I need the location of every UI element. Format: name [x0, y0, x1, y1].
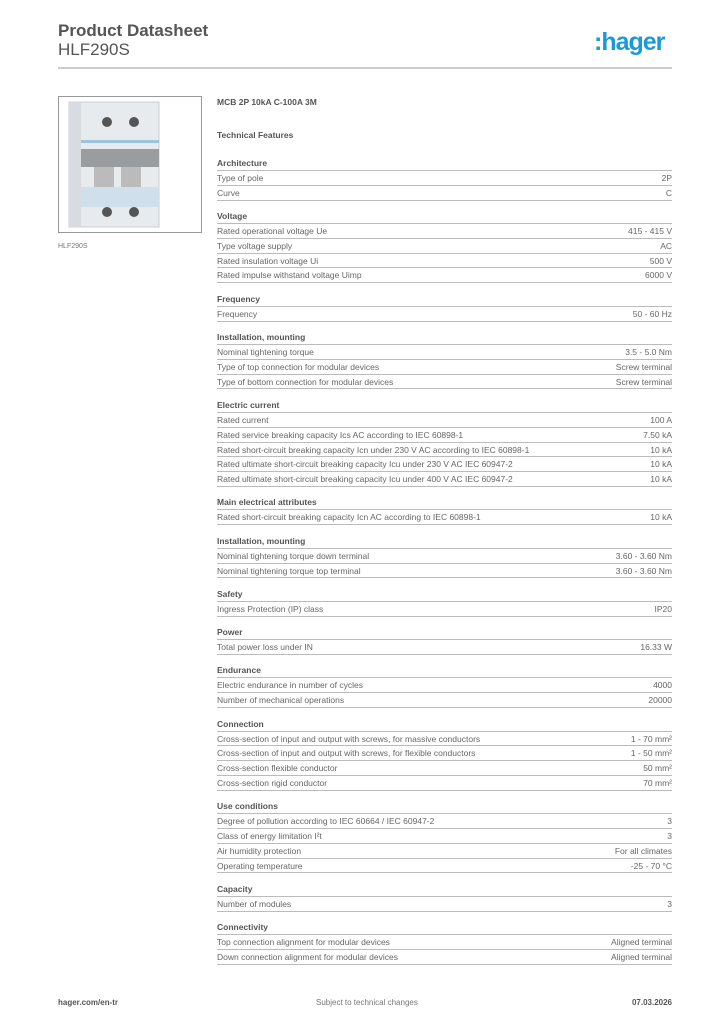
spec-label: Frequency	[217, 308, 258, 319]
spec-section	[217, 292, 672, 322]
spec-value: 3	[667, 898, 672, 909]
section-heading: Power	[217, 625, 672, 640]
page-title: Product Datasheet	[58, 21, 209, 40]
spec-section	[217, 330, 672, 389]
spec-row	[217, 457, 672, 472]
spec-section	[217, 717, 672, 791]
spec-label: Cross-section of input and output with screws, for massive conductors	[217, 733, 481, 744]
spec-row	[217, 776, 672, 791]
spec-label: Operating temperature	[217, 860, 303, 871]
spec-value: 3.5 - 5.0 Nm	[625, 347, 672, 358]
spec-row	[217, 564, 672, 579]
spec-label: Class of energy limitation I²t	[217, 831, 322, 842]
section-heading: Use conditions	[217, 799, 672, 814]
spec-row	[217, 678, 672, 693]
spec-value: 3.60 - 3.60 Nm	[615, 565, 672, 576]
section-heading: Connection	[217, 717, 672, 732]
spec-label: Nominal tightening torque top terminal	[217, 565, 361, 576]
spec-value: Screw terminal	[615, 376, 672, 387]
spec-row	[217, 186, 672, 201]
spec-label: Down connection alignment for modular devices	[217, 952, 398, 962]
spec-label: Type voltage supply	[217, 240, 293, 251]
spec-row	[217, 268, 672, 283]
spec-label: Air humidity protection	[217, 845, 302, 856]
spec-row	[217, 239, 672, 254]
spec-row	[217, 472, 672, 487]
spec-label: Rated ultimate short-circuit breaking capacity Icu under 400 V AC IEC 60947-2	[217, 474, 513, 485]
spec-row	[217, 428, 672, 443]
spec-label: Rated service breaking capacity Ics AC according to IEC 60898-1	[217, 429, 464, 440]
spec-label: Cross-section flexible conductor	[217, 763, 338, 774]
section-heading: Installation, mounting	[217, 534, 672, 549]
spec-row	[217, 602, 672, 617]
spec-label: Top connection alignment for modular devices	[217, 937, 390, 948]
spec-row	[217, 761, 672, 776]
spec-row	[217, 171, 672, 186]
spec-row	[217, 732, 672, 747]
spec-label: Degree of pollution according to IEC 60664 / IEC 60947-2	[217, 816, 435, 827]
section-heading: Connectivity	[217, 920, 672, 935]
spec-label: Rated current	[217, 414, 269, 425]
spec-value: 10 kA	[650, 512, 672, 523]
spec-row	[217, 254, 672, 269]
spec-section	[217, 663, 672, 708]
spec-value: C	[665, 187, 672, 198]
spec-section	[217, 209, 672, 283]
spec-value: 7.50 kA	[643, 429, 672, 440]
product-image	[58, 96, 202, 233]
spec-row	[217, 814, 672, 829]
spec-row	[217, 693, 672, 708]
spec-row	[217, 897, 672, 912]
spec-sections	[217, 156, 672, 965]
spec-value: 16.33 W	[640, 642, 672, 653]
spec-label: Electric endurance in number of cycles	[217, 680, 363, 691]
spec-label: Rated insulation voltage Ui	[217, 255, 319, 266]
spec-content	[217, 96, 672, 973]
spec-value: 70 mm²	[643, 777, 672, 788]
section-heading: Frequency	[217, 292, 672, 307]
section-heading: Endurance	[217, 663, 672, 678]
spec-section	[217, 534, 672, 579]
spec-value: 4000	[653, 680, 672, 691]
spec-label: Number of modules	[217, 898, 292, 909]
spec-label: Curve	[217, 187, 240, 198]
product-reference: HLF290S	[58, 40, 130, 59]
spec-row	[217, 443, 672, 458]
spec-row	[217, 640, 672, 655]
spec-row	[217, 935, 672, 950]
spec-value: 3	[667, 816, 672, 827]
spec-label: Cross-section rigid conductor	[217, 777, 328, 788]
spec-row	[217, 360, 672, 375]
spec-row	[217, 829, 672, 844]
spec-row	[217, 307, 672, 322]
spec-value: 10 kA	[650, 444, 672, 455]
technical-features-heading: Technical Features	[217, 130, 294, 140]
spec-value: IP20	[654, 603, 672, 614]
spec-value: Aligned terminal	[611, 952, 672, 962]
section-heading: Safety	[217, 587, 672, 602]
header-divider	[58, 67, 672, 69]
section-heading: Main electrical attributes	[217, 495, 672, 510]
spec-section	[217, 587, 672, 617]
spec-section	[217, 882, 672, 912]
spec-value: 1 - 70 mm²	[630, 733, 672, 744]
spec-label: Type of top connection for modular devices	[217, 361, 380, 372]
spec-row	[217, 859, 672, 874]
section-heading: Electric current	[217, 398, 672, 413]
section-heading: Architecture	[217, 156, 672, 171]
spec-section	[217, 398, 672, 487]
spec-section	[217, 799, 672, 873]
spec-value: 3.60 - 3.60 Nm	[615, 550, 672, 561]
image-caption: HLF290S	[58, 243, 88, 250]
spec-value: 100 A	[650, 414, 672, 425]
spec-row	[217, 746, 672, 761]
footer-date: 07.03.2026	[631, 998, 672, 1007]
spec-value: 3	[667, 831, 672, 842]
footer-website[interactable]: hager.com/en-tr	[58, 998, 119, 1007]
spec-value: 415 - 415 V	[628, 226, 672, 237]
spec-row	[217, 950, 672, 965]
section-heading: Capacity	[217, 882, 672, 897]
spec-value: For all climates	[614, 845, 672, 856]
spec-label: Nominal tightening torque	[217, 347, 314, 358]
spec-row	[217, 549, 672, 564]
spec-label: Rated ultimate short-circuit breaking capacity Icu under 230 V AC IEC 60947-2	[217, 459, 513, 470]
spec-label: Type of bottom connection for modular devices	[217, 376, 394, 387]
spec-section	[217, 495, 672, 525]
spec-label: Nominal tightening torque down terminal	[217, 550, 370, 561]
hager-logo: :hager	[594, 28, 665, 56]
spec-value: -25 - 70 °C	[630, 860, 672, 871]
spec-row	[217, 413, 672, 428]
spec-row	[217, 510, 672, 525]
spec-label: Rated short-circuit breaking capacity Icn under 230 V AC according to IEC 60898-1	[217, 444, 530, 455]
spec-label: Type of pole	[217, 173, 264, 183]
spec-value: 10 kA	[650, 459, 672, 470]
spec-value: 10 kA	[650, 474, 672, 485]
section-heading: Installation, mounting	[217, 330, 672, 345]
product-name: MCB 2P 10kA C-100A 3M	[217, 97, 317, 107]
spec-value: 50 - 60 Hz	[632, 308, 672, 319]
spec-row	[217, 375, 672, 390]
spec-value: 6000 V	[645, 270, 672, 281]
spec-label: Ingress Protection (IP) class	[217, 603, 324, 614]
spec-value: 20000	[648, 695, 672, 706]
spec-value: 1 - 50 mm²	[630, 748, 672, 759]
spec-section	[217, 625, 672, 655]
spec-label: Rated operational voltage Ue	[217, 226, 328, 237]
spec-row	[217, 345, 672, 360]
spec-label: Number of mechanical operations	[217, 695, 345, 706]
spec-label: Total power loss under IN	[217, 642, 313, 653]
spec-value: Screw terminal	[615, 361, 672, 372]
spec-row	[217, 224, 672, 239]
section-heading: Voltage	[217, 209, 672, 224]
spec-row	[217, 844, 672, 859]
spec-value: 500 V	[649, 255, 672, 266]
spec-label: Rated impulse withstand voltage Uimp	[217, 270, 362, 281]
spec-label: Rated short-circuit breaking capacity Icn AC according to IEC 60898-1	[217, 512, 481, 523]
footer-notice: Subject to technical changes	[316, 998, 418, 1007]
spec-label: Cross-section of input and output with screws, for flexible conductors	[217, 748, 476, 759]
spec-value: 2P	[661, 173, 672, 183]
spec-section	[217, 920, 672, 965]
spec-value: 50 mm²	[643, 763, 672, 774]
spec-value: Aligned terminal	[611, 937, 672, 948]
spec-value: AC	[660, 240, 672, 251]
spec-section	[217, 156, 672, 201]
